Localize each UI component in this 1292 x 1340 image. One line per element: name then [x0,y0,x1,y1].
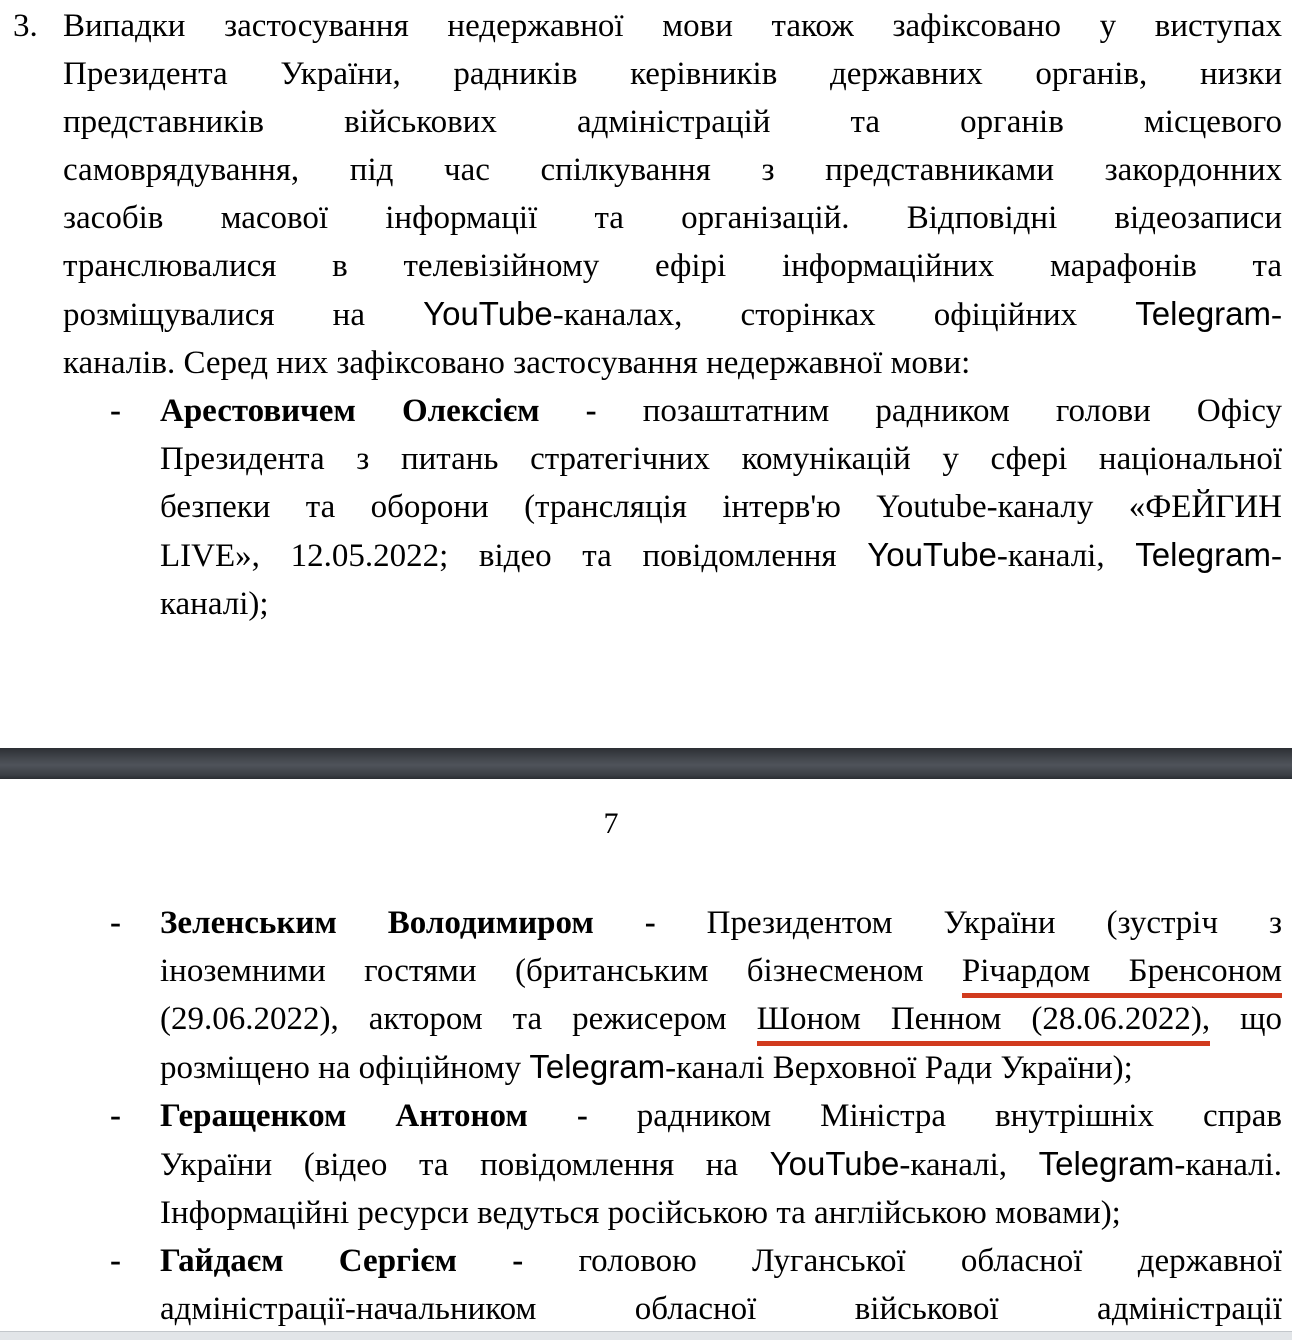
text-segment: каналі); [160,586,269,622]
text-segment: розміщувалися на [63,297,424,333]
text-segment: YouTube [769,1145,900,1182]
bullet-herashchenko-line [160,1140,1282,1189]
text-segment: України (відео та повідомлення на [160,1147,770,1183]
paragraph-3 [13,2,1282,387]
text-segment: Зеленським Володимиром - [160,905,656,941]
text-segment: -каналі. [1174,1147,1283,1183]
text-segment: LIVE», 12.05.2022; відео та повідомлення [160,538,868,574]
bullet-zelensky-line [160,899,1282,947]
paragraph-3-lines [63,2,1282,387]
text-segment: (29.06.2022), актором та режисером [160,1001,757,1037]
page-separator [0,748,1292,779]
paragraph-3-line [63,194,1282,242]
text-segment: Президента з питань стратегічних комунікацій у сфері національної [160,441,1282,477]
paragraph-3-line [63,290,1282,339]
bullet-herashchenko-line [160,1092,1282,1140]
text-segment: Президентом України (зустріч з [655,905,1283,941]
bullet-zelensky-line [160,995,1282,1043]
bullet-arestovych [110,387,1282,628]
text-segment: Президента України, радників керівників державних органів, низки [63,56,1282,92]
paragraph-3-line [63,146,1282,194]
text-segment: адміністрації-начальником обласної військової адміністрації [160,1291,1282,1327]
paragraph-3-line [63,339,1282,387]
bottom-edge-strip [0,1331,1292,1340]
text-segment: транслювалися в телевізійному ефірі інформаційних марафонів та [63,248,1282,284]
text-segment: радником Міністра внутрішніх справ [587,1098,1282,1134]
text-segment: -каналах, сторінках офіційних [552,297,1136,333]
bullet-marker: - [110,1098,121,1134]
bullet-arestovych-line [160,580,1282,628]
text-segment: Telegram [1135,536,1271,573]
bullet-arestovych-line [160,483,1282,531]
bullet-arestovych-lines [160,387,1282,628]
text-segment: позаштатним радником голови Офісу [596,393,1282,429]
text-segment: засобів масової інформації та організацій. Відповідні відеозаписи [63,200,1282,236]
bullet-zelensky [110,899,1282,1092]
bullet-marker: - [110,905,121,941]
bullet-zelensky-line [160,947,1282,995]
paragraph-3-line [63,98,1282,146]
bullet-arestovych-line [160,387,1282,435]
bullet-haidai [110,1237,1282,1333]
paragraph-3-line [63,242,1282,290]
bullet-arestovych-line [160,531,1282,580]
text-segment: Геращенком Антоном - [160,1098,588,1134]
text-segment: іноземними гостями (британським бізнесменом [160,953,962,989]
text-segment: Telegram [1135,295,1272,332]
text-segment: Гайдаєм Сергієм - [160,1243,524,1279]
text-segment: -каналі, [996,538,1136,574]
text-segment: Telegram [1038,1145,1175,1182]
bullet-herashchenko-line [160,1189,1282,1237]
bullet-herashchenko [110,1092,1282,1237]
bullet-haidai-line [160,1237,1282,1285]
text-segment: самоврядування, під час спілкування з представниками закордонних [63,152,1282,188]
text-segment: безпеки та оборони (трансляція інтерв'ю Youtube-каналу «ФЕЙГИН [160,489,1282,525]
text-segment: YouTube [423,295,553,332]
paragraph-3-line [63,50,1282,98]
paragraph-number: 3. [13,8,38,44]
bullet-haidai-lines [160,1237,1282,1333]
bullet-herashchenko-lines [160,1092,1282,1237]
text-segment: Telegram [529,1048,666,1085]
text-segment: Арестовичем Олексієм - [160,393,597,429]
text-segment: каналів. Серед них зафіксовано застосування недержавної мови: [63,345,971,381]
bullet-haidai-line [160,1285,1282,1333]
text-segment: Інформаційні ресурси ведуться російською та англійською мовами); [160,1195,1121,1231]
paragraph-3-line [63,2,1282,50]
text-segment: YouTube [867,536,997,573]
bullet-arestovych-line [160,435,1282,483]
text-segment: - [1271,538,1282,574]
text-segment: -каналі Верховної Ради України); [665,1050,1133,1086]
bullet-marker: - [110,1243,121,1279]
red-underline-annotation: Річардом Бренсоном [962,953,1282,998]
bullet-zelensky-line [160,1043,1282,1092]
bullet-marker: - [110,393,121,429]
red-underline-annotation: Шоном Пенном (28.06.2022), [757,1001,1210,1046]
text-segment: представників військових адміністрацій та органів місцевого [63,104,1282,140]
text-segment: головою Луганської обласної державної [523,1243,1283,1279]
text-segment: що [1210,1001,1282,1037]
bullet-zelensky-lines [160,899,1282,1092]
text-segment: Випадки застосування недержавної мови також зафіксовано у виступах [63,8,1282,44]
page-number: 7 [603,807,619,840]
text-segment: розміщено на офіційному [160,1050,530,1086]
text-segment: - [1271,297,1283,333]
text-segment: -каналі, [899,1147,1039,1183]
